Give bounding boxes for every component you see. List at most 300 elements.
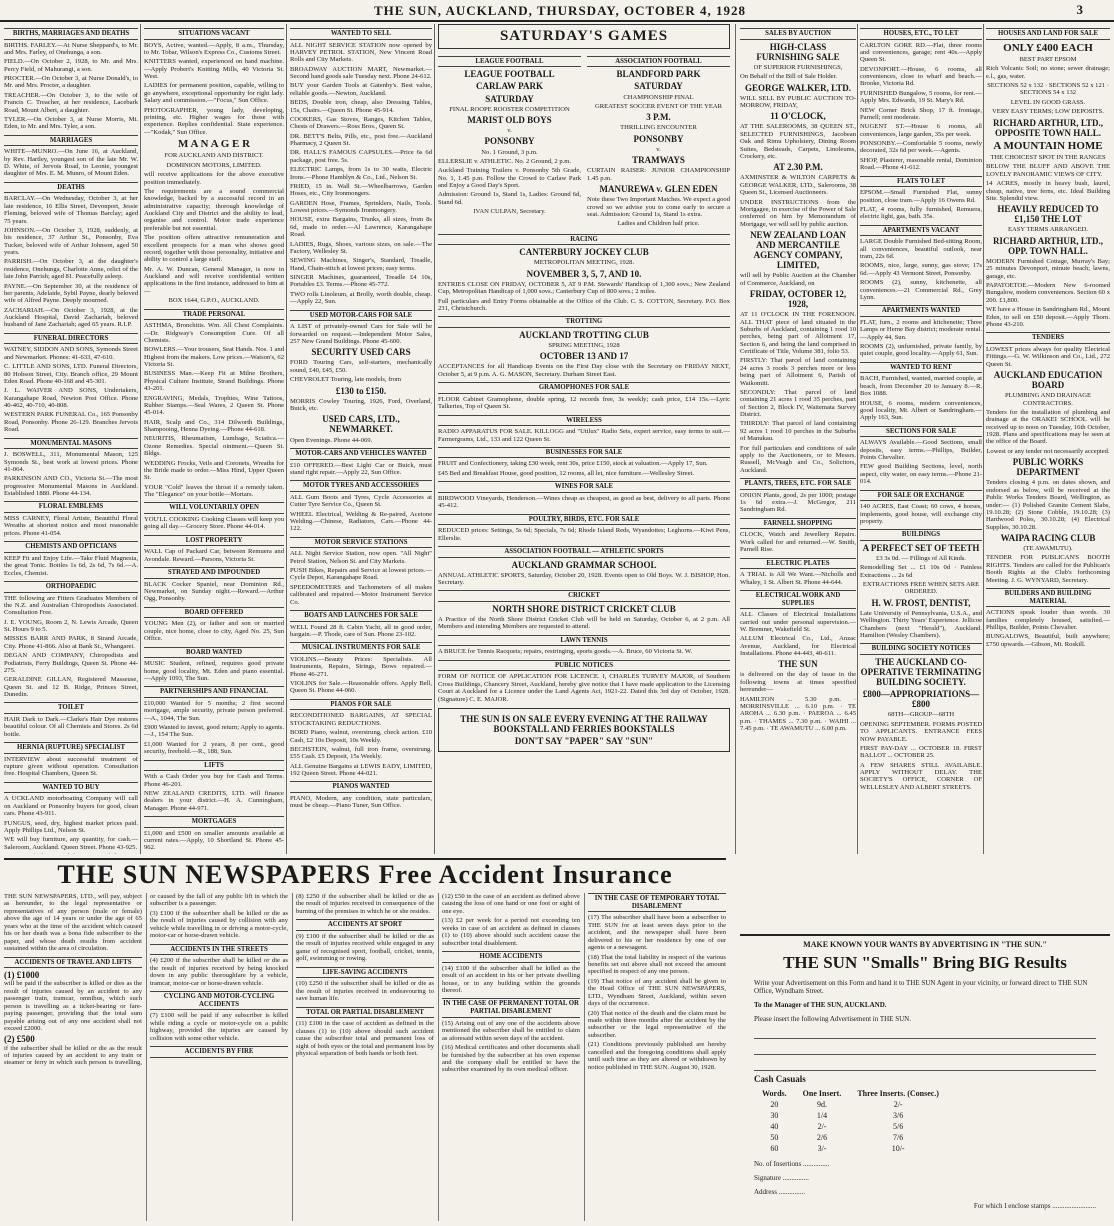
classified-ad: A FEW SHARES STILL AVAILABLE. APPLY WITHOUT DELAY. THE SOCIETY'S OFFICE, CORNER OF WELLESLEY AND ALBERT STREETS.	[860, 761, 982, 791]
classified-ad: WEDDING Frocks, Veils and Coronets, Wreaths for the Bride made to order.—Miss Hind, Upper Queen St.	[144, 459, 284, 482]
column-7	[986, 24, 1110, 898]
classified-ad: ZACHARIAH.—On October 3, 1928, at the Auckland Hospital, David Zachariah, beloved husband of Jane Zachariah; aged 65 years. R.I.P.	[4, 306, 138, 329]
display-line: NEW ZEALAND LOAN AND MERCANTILE AGENCY COMPANY, LIMITED,	[750, 230, 846, 271]
remittance-field[interactable]: For which I enclose stamps .........................	[973, 1202, 1096, 1210]
classified-ad: (17) The subscriber shall have been a subscriber to THE SUN for at least seven days prior to the accident, and the newspaper shall have been delivered to his or her residence by one of our agents or a newsagent.	[588, 914, 726, 952]
display-line: USED CARS, LTD., NEWMARKET.	[322, 414, 400, 435]
insurance-terms	[4, 893, 726, 1221]
classified-ad: JOHNSON.—On October 3, 1928, suddenly, at his residence, 37 Arthur St., Ponsonby, Eva Tucker, beloved wife of Arthur Johnson, aged 50 years.	[4, 226, 138, 257]
section-heading: IN THE CASE OF TEMPORARY TOTAL DISABLEMENT	[588, 893, 726, 912]
display-line: AUCKLAND TROTTING CLUB	[519, 329, 649, 340]
section-heading: PLANTS, TREES, ETC. FOR SALE	[740, 478, 856, 490]
classified-ad: HAIR Dark to Dark.—Clarke's Hair Dye restores beautiful colour. Of all Chemists and Stores. 2s 6d bottle.	[4, 715, 138, 738]
centered-line: £3 3s 0d. — Fillings of All Kinds.	[876, 554, 966, 562]
rate-table-cell: 5/6	[893, 1122, 904, 1131]
section-heading: APARTMENTS WANTED	[860, 305, 982, 317]
classified-ad: YOU'LL COOKING Cooking Classes will keep you going all day.—Grocery Store. Phone 44-014.	[144, 516, 284, 531]
classified-ad: RADIO APPARATUS FOR SALE. KILLOGG and "Utilux" Radio Sets, expert service, easy terms to suit.—Farmergrams, Ltd., 133 and 122 Queen St.	[438, 428, 730, 443]
section-heading: BUILDING SOCIETY NOTICES	[860, 643, 982, 655]
section-heading: ACCIDENTS OF TRAVEL AND LIFTS	[4, 957, 142, 969]
section-heading: WANTED TO BUY	[4, 782, 138, 794]
classified-ad: FLAT, 4 rooms, fully furnished, Remuera, electric light, gas, bath. 35s.	[860, 205, 982, 221]
rate-table-header-cell: Three Inserts. (Consec.)	[857, 1089, 939, 1098]
classified-ad: J. E. YOUNG, Room 2, N. Lewis Arcade, Queen St. Hours 9 to 5.	[4, 618, 138, 633]
rate-table-cell: 1/4	[816, 1111, 828, 1120]
classified-ad: MUSIC Student, refined, requires good private home, good locality, Mt. Eden and piano essential.—Apply 1093, The Sun.	[144, 660, 284, 682]
section-heading: TRADE PERSONAL	[144, 309, 284, 321]
classified-ad: CHEVROLET Touring, late models, from	[290, 376, 402, 384]
rate-table-body	[754, 1099, 947, 1154]
classified-ad: With a Cash Order you buy for Cash and Terms. Phone 46-201.	[144, 773, 284, 788]
column-5	[740, 24, 856, 898]
section-heading: ELECTRICAL WORK AND SUPPLIES	[740, 590, 856, 609]
section-heading: CRICKET	[438, 590, 730, 602]
centered-line: GREATEST SOCCER EVENT OF THE YEAR	[594, 102, 723, 110]
display-line: MARIST OLD BOYS	[467, 115, 552, 126]
display-line: SATURDAY	[634, 81, 683, 92]
section-heading: HERNIA (RUPTURE) SPECIALIST	[4, 742, 138, 754]
classified-ad: BEDS, Double iron, cheap, also Dressing Tables, 15s, Chairs.—Queen St. Phone 45-914.	[290, 99, 432, 114]
classified-ad: £45 Bed and Breakfast House, good position, 12 rooms, all let, nice furniture.—Wellesley Street.	[438, 469, 695, 477]
centered-line: THRILLING ENCOUNTER	[620, 124, 697, 132]
centered-line: FINAL ROOPE ROOSTER COMPETITION	[449, 105, 570, 113]
classified-ad: HOUSE, extra Bargains, Trunks, all sizes, from 8s 6d, made to order.—Al Lawrence, Karangahape Road.	[290, 216, 432, 239]
display-line: CARLAW PARK	[476, 81, 543, 92]
classified-ad: The requirements are a sound commercial knowledge, backed by a successful record in an administrative capacity; thorough knowledge of Auckland City and District and the ability to lead, organise and control. Motor trade experience preferable but not essential.	[144, 187, 284, 232]
rate-table-cell: 9d.	[817, 1100, 827, 1109]
classified-ad: Tenders for the installation of plumbing and drainage at the ORAKEI SCHOOL will be received up to noon on Tuesday, 16th October, 1928. Plans and specifications may be seen at the office of the Board.	[986, 408, 1110, 446]
section-heading: DEATHS	[4, 182, 138, 194]
classified-ad: FRIED, 15 in. Wall St.—Wheelbarrows, Garden Hoses, etc., City Ironmongers.	[290, 182, 432, 198]
classified-ad: BACH, Furnished, wanted, married couple, at beach, from December 20 to January 8.—R. Box 1088.	[860, 375, 982, 398]
rate-table-row	[754, 1132, 947, 1143]
display-line: PONSONBY	[484, 136, 535, 147]
classified-ad: PONSONBY.—Comfortable 5 rooms, newly decorated, 32s 6d per week.—Agents.	[860, 140, 982, 155]
rate-table-cell: 7/6	[893, 1133, 904, 1142]
section-heading: MOTOR SERVICE STATIONS	[290, 537, 432, 549]
classified-ad: (21) Conditions previously published are hereby cancelled and the foregoing conditions shall apply until such time as they are altered or withdrawn by notice published in THE SUN. August 30, 1928.	[588, 1041, 726, 1071]
classified-ad: PAYNE.—On September 30, at the residence of her parents, Adelaide, Sybil Payne, dearly beloved wife of Alfred Payne. Deeply mourned.	[4, 282, 138, 305]
classified-ad: AT THE SALEROOMS, 38 QUEEN ST., SELECTED FURNISHINGS, Jacobean Oak and Rimu Upholstery, Dining Room Suites, Bedsteads, Carpets, Linoleums, Crockery, etc.	[740, 123, 856, 160]
classified-ad: FIRSTLY: That parcel of land containing 24 acres 3 roods 3 perches more or less being part of Allotment 6, Parish of Waikomiti.	[740, 357, 856, 387]
classified-ad: ROOMS (2), unfurnished, private family, by quiet couple, good locality.—Apply 61, Sun.	[860, 343, 982, 358]
classified-ad: PHOTOGRAPHER, young lady, developing, printing, etc. Higher wages for those with experience. Replies confidential. State experience.—"Kodak," Sun Office.	[144, 106, 284, 136]
classified-ad: DEVONPORT.—House, 6 rooms, all conveniences, close to wharf and beach.—Brooke, Victoria Rd.	[860, 65, 982, 88]
section-heading: WINES FOR SALE	[438, 481, 730, 493]
section-heading: MOTOR TYRES AND ACCESSORIES	[290, 480, 432, 492]
column-4-lower	[438, 230, 730, 705]
classified-ad: DR. BETT'S Belts, Pills, etc., post free.—Auckland Pharmacy, 2 Queen St.	[290, 132, 432, 148]
classified-ad: £900 Wanted to invest, good return; Apply to agents.—J., 154 The Sun.	[144, 724, 284, 739]
classified-ad: LADIES for permanent position, capable, willing to go anywhere, exceptional opportunity for right lady. Salary and commission.—"Focus," Sun Office.	[144, 82, 284, 105]
display-line: 11 O'CLOCK,	[770, 111, 826, 122]
classified-ad: (13) £2 per week for a period not exceeding ten weeks in case of an accident as defined in clauses (1) to (10) above should such accident cause the subscriber total disablement.	[442, 917, 580, 947]
page-number: 3	[1076, 2, 1084, 17]
section-heading: MONUMENTAL MASONS	[4, 438, 138, 450]
classified-ad: BLACK Cocker Spaniel, near Dominion Rd., Newmarket, on Sunday night.—Reward.—Arthur Ogg, Ponsonby.	[144, 580, 284, 603]
saturdays-games-title: SATURDAY'S GAMES	[438, 24, 730, 49]
classified-ad: BECHSTEIN, walnut, full iron frame, overstrung. £55 Cash. £5 Deposit, 15s Weekly.	[290, 745, 432, 761]
classified-ad: UNDER INSTRUCTIONS from the Mortgagee, in exercise of the Power of Sale conferred on him by Memorandum of Mortgage, we will sell by public auction.	[740, 198, 856, 228]
section-heading: SITUATIONS VACANT	[144, 28, 284, 40]
benefit-amount: (1) £1000	[4, 970, 40, 981]
classified-ad: AT 11 O'CLOCK IN THE FORENOON. ALL THAT piece of land situated in the Suburbs of Auckland, containing 1 rood 10 perches, being part of Allotment 17, Section 6, and being the land comprised in Certificate of Title, Volume 381, folio 53.	[740, 311, 856, 356]
saturdays-games-body	[438, 52, 730, 230]
display-line: FRIDAY, OCTOBER 12, 1928,	[749, 289, 847, 310]
sun-on-sale-text: THE SUN IS ON SALE EVERY EVENING AT THE RAILWAY BOOKSTALL AND FERRIES BOOKSTALLS	[460, 713, 708, 734]
section-heading: MORTGAGES	[144, 816, 284, 828]
centered-line: v.	[507, 127, 512, 135]
league-football-heading: LEAGUE FOOTBALL	[438, 56, 581, 68]
classified-ad: Remodelling Set ... £1 10s 0d · Painless Extractions ... 2s 6d	[860, 564, 982, 579]
classified-ad: YOUNG Men (2), or father and son or married couple, nice home, close to city, Aged No. 25, Sun Office.	[144, 620, 284, 643]
classified-ad: MORRIS Cowley Touring, 1926, Ford, Overland, Buick, etc.	[290, 397, 432, 412]
classified-ad: PARRISH.—On October 3, at the daughter's residence, Onehunga, Charlotte Anne, relict of the late John Parrish; aged 81. Peacefully asleep.	[4, 258, 138, 281]
classified-ad: £10,000 Wanted for 5 months; 2 first second mortgage, ample security, private person preferred.—A., 1044, The Sun.	[144, 699, 284, 722]
display-line: OCTOBER 13 AND 17	[539, 351, 629, 362]
section-heading: ELECTRIC PLATES	[740, 558, 856, 570]
classified-ad: HOUSE, 6 rooms, modern conveniences, good locality, Mt. Albert or Sandringham.—Apply 163, Sun.	[860, 399, 982, 422]
rate-table-cell: 20	[770, 1100, 779, 1109]
column-2	[144, 24, 284, 854]
classified-ad: HAIR, Scalp and Co., 314 Dilworth Buildings, Shampooing, Henna Dyeing.—Phone 44-618.	[144, 418, 284, 434]
classified-ad: NEW ZEALAND CREDITS, LTD. will finance dealers in your district.—H. A. Cunningham, Manager. Phone 44-971.	[144, 789, 284, 812]
section-heading: WANTED TO RENT	[860, 362, 982, 374]
classified-ad: SINGER Machines, guaranteed, Treadle £4 10s, Portables £3. Terms.—Phone 45-772.	[290, 274, 432, 289]
display-line: AT 2.30 P.M.	[773, 162, 823, 173]
classified-ad: WILL SELL BY PUBLIC AUCTION TO-MORROW, FRIDAY,	[740, 94, 856, 109]
centered-line: THE CHOICEST SPOT IN THE RANGES	[990, 154, 1106, 162]
classified-ad: (14) £100 if the subscriber shall be killed as the result of an accident in his or her private dwelling house, or in any building within the grounds thereof.	[442, 964, 580, 995]
section-heading: PARTNERSHIPS AND FINANCIAL	[144, 686, 284, 698]
classified-ad: £1,000 and £500 on smaller amounts available at current rates.—Apply, 10 Shortland St. Phone 45-962.	[144, 829, 284, 852]
rate-table-header-cell: One Insert.	[802, 1089, 842, 1098]
classified-ad: SPEEDOMETERS and Tachometers of all makes calibrated and repaired.—Motor Instrument Service Co.	[290, 583, 432, 606]
section-heading: FLORAL EMBLEMS	[4, 501, 138, 513]
classified-ad: CURTAIN RAISER: JUNIOR CHAMPIONSHIP 1.45 p.m.	[587, 167, 730, 182]
centered-line: Ladies and Children half price.	[617, 220, 700, 228]
classified-ad: REDUCED prices: Settings, 5s 6d; Specials, 7s 6d; Rhode Island Reds, Wyandottes; Leghorns.—Kiwi Pens, Ellerslie.	[438, 527, 730, 542]
league-football-block	[438, 52, 581, 230]
display-line: GEORGE WALKER, LTD.	[744, 82, 852, 93]
section-heading: LOST PROPERTY	[144, 535, 284, 547]
cash-casuals-title: Cash Casuals	[754, 1074, 806, 1084]
rate-table-row	[754, 1110, 947, 1121]
classified-ad: (18) That the total liability in respect of the various benefits set out above shall not exceed the amount specified in respect of any one person.	[588, 953, 726, 976]
classified-ad: Mr. A. W. Duncan, General Manager, is now in Auckland and will receive confidential written applications in the first instance, addressed to him at—	[144, 265, 284, 295]
display-line: THE SUN	[778, 659, 818, 670]
classified-ad: INTERVIEW about successful treatment of rupture given without operation. Consultation free. Hospital Chambers, Queen St.	[4, 755, 138, 778]
classified-ad: MODERN Furnished Cottage, Murray's Bay; 25 minutes Devonport, minute beach; lawns, garage, etc.	[986, 257, 1110, 280]
classified-ad: BELOW THE BLUFF AND ABOVE THE LOVELY PANORAMIC VIEWS OF CITY.	[986, 163, 1110, 178]
classified-ad: WHITE—MUNRO.—On June 16, at Auckland, by Rev. Hartley, youngest son of the late Mr. W. D. White, of Jervois Road, to Leonie, youngest daughter of Mrs. E. M. Munro, of Mount Eden.	[4, 148, 138, 178]
classified-ad: BIRTHS. FARLEY.—At Nurse Sheppard's, to Mr. and Mrs. Farley, of Onehunga, a son.	[4, 41, 138, 56]
masthead	[0, 0, 1114, 22]
classified-ad: SECONDLY: That parcel of land containing 21 acres 1 rood 35 perches, part of Section 2, Block IV, Waitemata Survey District.	[740, 388, 856, 419]
classified-ad: J. BOSWELL, 311, Monumental Mason, 125 Symonds St., best work at lowest prices. Phone 41-064.	[4, 451, 138, 473]
section-heading: ASSOCIATION FOOTBALL — ATHLETIC SPORTS	[438, 546, 730, 558]
section-heading: ACCIDENTS IN THE STREETS	[150, 944, 288, 956]
centered-line: IVAN CULPAN, Secretary.	[473, 208, 546, 216]
rate-table-header	[754, 1088, 947, 1099]
classified-ad: COOKERS, Gas Stoves, Ranges, Kitchen Tables, Chests of Drawers.—Ross Bros., Queen St.	[290, 115, 432, 131]
classified-ad: FIRST PAY-DAY ... OCTOBER 18. FIRST BALLOT ... OCTOBER 25.	[860, 744, 982, 760]
section-heading: WANTED TO SELL	[290, 28, 432, 40]
classified-ad: ONION Plants, good, 2s per 1000; postage 1s 6d extra.—J. McGregor, 211 Sandringham Rd.	[740, 491, 856, 514]
section-heading: SECTIONS FOR SALE	[860, 426, 982, 438]
display-line: WAIPA RACING CLUB	[1000, 533, 1096, 543]
classified-ad: ACCEPTANCES for all Handicap Events on the First Day close with the Secretary on FRIDAY NEXT, October 5, at 9 p.m. A. G. MASON, Secretary. Durham Street East.	[438, 363, 730, 378]
benefit-amount: (2) £500	[4, 1034, 35, 1045]
classified-ad: A UCKLAND motorboating Company will call on Auckland or Ponsonby buyers for good, clean cars. Phone 43-911.	[4, 795, 138, 818]
classified-ad: WATNEY, SIDDON AND SONS, Symonds Street and Newmarket. Phones: 41-633, 47-610.	[4, 346, 138, 361]
display-line: £800—APPROPRIATIONS—£800	[862, 689, 980, 710]
display-line: RICHARD ARTHUR, LTD., OPP. TOWN HALL.	[992, 235, 1104, 256]
advert-line[interactable]	[754, 1058, 1096, 1071]
classified-ad: LOWEST prices always for quality Electrical Fittings.—G. W. Wilkinson and Co., Ltd., 272 Queen St.	[986, 345, 1110, 368]
classified-ad: BOYS, Active, wanted.—Apply, 8 a.m., Thursday, to Mr. Tobar, Wilson's Express Co., Customs Street.	[144, 41, 284, 56]
smalls-insert-text: Please insert the following Advertisement in THE SUN.	[754, 1015, 911, 1023]
classified-ad: A LIST of privately-owned Cars for Sale will be forwarded on request.—Independent Motor Sales, 257 New Grand Buildings. Phone 45-600.	[290, 323, 432, 345]
classified-ad: ANNUAL ATHLETIC SPORTS, Saturday, October 20, 1928. Events open to Old Boys. W. J. BISHOP, Hon. Secretary.	[438, 571, 730, 587]
classified-ad: OPENING SEPTEMBER. FORMS POSTED TO APPLICANTS. ENTRANCE FEES NOW PAYABLE.	[860, 720, 982, 743]
display-line: 3 P.M.	[646, 112, 671, 123]
rate-table-cell: 50	[770, 1133, 779, 1142]
classified-ad: ALL NIGHT SERVICE STATION now opened by HARVEY PETROL STATION, New Vincent Road Rolls and City Markets.	[290, 41, 432, 64]
classified-ad: FORM OF NOTICE OF APPLICATION FOR LICENCE. I, CHARLES TURVEY MAJOR, of Southern Cross Buildings, Chancery Street, Auckland, hereby give notice that I have made application to the Licensing Court at Auckland for a Licence under the Land Agents Act, 1921-22. Dated this 3rd day of October, 1928. (Signature) C. E. MAJOR.	[438, 673, 730, 703]
classified-ad: NUGENT ST.—House 6 rooms, all conveniences, large garden, 35s per week.	[860, 123, 982, 138]
display-line: HEAVILY REDUCED TO £1,150 THE LOT	[997, 204, 1099, 225]
rate-table-cell: 30	[770, 1111, 779, 1120]
section-heading: BUSINESSES FOR SALE	[438, 447, 730, 459]
classified-ad: EPSOM.—Small Furnished Flat, sunny position, close tram.—Apply 16 Owens Rd.	[860, 189, 982, 204]
display-line: LEAGUE FOOTBALL	[464, 69, 555, 80]
column-3	[290, 24, 432, 854]
classified-ad: will be paid if the subscriber is killed or dies as the result of injuries caused by an accident to any passenger train, tramcar, omnibus, which such person is travelling as a ticket-bearing or fare-paying passenger, providing that the total sum payable arising out of any one accident shall not exceed £2000.	[4, 980, 142, 1032]
sun-on-sale-notice	[438, 708, 730, 752]
classified-ad: CLOCK, Watch and Jewellery Repairs. Work called for and returned.—W. Smith, Parnell Rise.	[740, 531, 856, 554]
centered-line: LEVEL IN GOOD GRASS.	[1010, 98, 1086, 106]
association-football-block	[587, 52, 730, 230]
classified-ad: Note these Two Important Matches. We expect a good crowd so we advise you to come early to secure a seat. Admission: Ground 1s, Stand 1s extra.	[587, 196, 730, 218]
classified-ad: TREACHER.—On October 3, to the wife of Francis C. Treacher, at her residence, Lacebark Road, Mount Albert, a daughter.	[4, 91, 138, 114]
classified-ad: On Behalf of the Bill of Sale Holder.	[740, 73, 838, 81]
section-heading: GRAMOPHONES FOR SALE	[438, 382, 730, 394]
section-heading: APARTMENTS VACANT	[860, 225, 982, 237]
address-field[interactable]: Address ...............	[754, 1188, 805, 1196]
section-heading: FUNERAL DIRECTORS	[4, 333, 138, 345]
display-line: THE AUCKLAND CO-OPERATIVE TERMINATING BUILDING SOCIETY.	[860, 657, 982, 688]
smalls-headline: THE SUN "Smalls" Bring BIG Results	[783, 953, 1067, 972]
classified-ad: TWO rolls Linoleum, at Brolly, worth double, cheap.—Apply 22, Sun.	[290, 290, 432, 306]
section-heading: FARNELL SHOPPING	[740, 518, 856, 530]
section-heading: HOUSES AND LAND FOR SALE	[986, 28, 1110, 40]
classified-ad: RECONDITIONED BARGAINS, AT SPECIAL STOCKTAKING REDUCTIONS.	[290, 712, 432, 727]
classified-ad: J. L. WAIVER AND SONS, Undertakers, Karangahape Road, Newton Post Office. Phone 40-462, 40-710, 40-808.	[4, 387, 138, 410]
advert-line[interactable]	[754, 1026, 1096, 1039]
classified-ad: ALL Gum Boots and Tyres, Cycle Accessories at Cutter Tyre Service Co., Queen St.	[290, 493, 432, 509]
classified-ad: THIRDLY: That parcel of land containing 92 acres 1 rood 10 perches in the Suburbs of Manukau.	[740, 420, 856, 443]
classified-ad: ELLERSLIE v. ATHLETIC. No. 2 Ground, 2 p.m.	[438, 157, 572, 165]
saturdays-games-column	[438, 24, 730, 898]
display-line: NOVEMBER 3, 5, 7, AND 10.	[526, 268, 642, 279]
classified-ad: A Practice of the North Shore District Cricket Club will be held on Saturday, October 6, at 2 p.m. All Members and intending Members are requested to attend.	[438, 616, 730, 631]
classified-ad: YOUR "Cold" leaves the throat if a remedy taken. The "Elegance" on your bottle—Mortars.	[144, 483, 284, 499]
classified-ad: FRUIT and Confectionery, taking £30 week, rent 30s, price £150, stock at valuation.—Apply 17, Sun.	[438, 460, 708, 468]
classified-ad: £10 OFFERED.—Best Light Car or Buick, must stand right repair.—Apply 22, Sun Office.	[290, 461, 432, 476]
classified-ad: ROOMS, nice, large, sunny, gas stove; 17s 6d.—Apply 43 Vermont Street, Ponsonby.	[860, 262, 982, 277]
column-rule	[434, 24, 435, 854]
classified-ad: ALL Night Service Station, now open. "All Night" Petrol Station, Nelson St. and City Markets.	[290, 550, 432, 565]
classified-ad: A BRUCE for Tennis Racquets; repairs, restringing, sports goods.—A. Bruce, 60 Victoria St. W.	[438, 648, 693, 656]
centered-line: EASY TERMS ARRANGED.	[1007, 226, 1089, 234]
classified-ad: VIOLINS.—Beauty Prices: Specialists. All Instruments, Repairs, Strings, Bows repaired.—Phone 46-271.	[290, 655, 432, 678]
section-heading: ACCIDENTS AT SPORT	[296, 919, 434, 931]
section-heading: LIFE-SAVING ACCIDENTS	[296, 967, 434, 979]
smalls-order-form	[740, 934, 1110, 1223]
classified-ad: ALL Genuine Bargains at LEWIS EADY, LIMITED, 192 Queen Street. Phone 44-021.	[290, 762, 432, 778]
classified-ad: KNITTERS wanted, experienced on hand machine.—Apply Probert's Knitting Mills, 40 Victoria St. West.	[144, 58, 284, 81]
association-football-heading: ASSOCIATION FOOTBALL	[587, 56, 730, 68]
smalls-to-manager: To the Manager of THE SUN, AUCKLAND.	[754, 1001, 887, 1009]
centered-line: VERY EASY TERMS; LOW DEPOSITS.	[992, 108, 1104, 116]
classified-ad: WALL Cap of Packard Car, between Remuera and Avondale. Reward.—Parsons, Victoria St.	[144, 548, 284, 563]
classified-ad: PROCTER.—On October 3, at Nurse Donald's, to Mr. and Mrs. Procter, a daughter.	[4, 75, 138, 90]
classified-ad: FEW good Building Sections, level, north aspect, city water, on easy terms.—Phone 21-014.	[860, 463, 982, 486]
section-heading: USED MOTOR-CARS FOR SALE	[290, 310, 432, 322]
display-line: TRAMWAYS	[632, 155, 685, 166]
classified-ad: WE will buy furniture, any quantity, for cash.—Saleroom, Auckland. Queen Street. Phone 43-925.	[4, 836, 138, 851]
classified-ad: GERALDINE GILLAN, Registered Masseuse, Queen St. and 12 B. Ridge, Princes Street, Dunedin.	[4, 676, 138, 698]
classified-ad: C. LITTLE AND SONS, LTD. Funeral Directors, 80 Hobson Street, City. Branch office, 29 Mount Eden Road. Phone 40-168 and 45-301.	[4, 363, 138, 385]
classified-ad: Full particulars and Entry Forms obtainable at the Office of the Club. C. S. COTTON, Secretary. P.O. Box 231, Christchurch.	[438, 297, 730, 312]
classified-ad: is delivered on the day of issue in the following towns at times specified hereunder—	[740, 671, 856, 694]
classified-ad: (8) £250 if the subscriber shall be killed or die as the result of injuries received in consequence of the burning of the premises in which he or she resides.	[296, 893, 434, 915]
classified-ad: ENGRAVING, Medals, Trophies, Wine Tattoos, Rubber Stamps.—Seal Wares, 2 Queen St. Phone 45-014.	[144, 394, 284, 417]
section-heading: LAWN TENNIS	[438, 635, 730, 647]
classified-ad	[4, 853, 138, 854]
rate-table-cell: 2/-	[893, 1100, 903, 1109]
display-headline: ONLY £400 EACH	[1003, 41, 1093, 54]
classified-ad: FLOOR Cabinet Gramophone, double spring, 12 records free, 3s weekly; cash price, £14 15s.—Lyric Talkeries, Top of Queen St.	[438, 395, 730, 411]
section-heading: SALES BY AUCTION	[740, 28, 856, 40]
classified-ad: PAPATOETOE.—Modern New 6-roomed Bungalow, modern conveniences. Section 60 x 200. £1,800.	[986, 282, 1110, 304]
classified-ad: KEEP Fit and Enjoy Life.—Take Fluid Magnesia, the great Tonic. Bottles 1s 6d, 2s 6d, 7s 6d.—A. Eccles, Chemist.	[4, 554, 138, 577]
classified-ad: GARDEN Hose, Frames, Sprinklers, Nails, Tools. Lowest prices.—Symonds Ironmongery.	[290, 199, 432, 215]
section-heading: IN THE CASE OF PERMANENT TOTAL OR PARTIAL DISABLEMENT	[442, 998, 580, 1017]
classified-ad: A TRIAL is All We Want.—Nicholls and Whaley, 1 St. Albert St. Phone 44-644.	[740, 571, 856, 586]
classified-ad: ACTIONS speak louder than words. 30 families completely housed, satisfied.—Phillips, Builder, Points Chevalier.	[986, 609, 1110, 631]
classified-ad: AXMINSTER & WILTON CARPETS & GEORGE WALKER, LTD., Salerooms, 38 Queen St., Licensed Auctioneers.	[740, 174, 856, 197]
advert-line[interactable]	[754, 1042, 1096, 1055]
classified-ad: 14 ACRES, mostly in heavy bush, laurel, cheap, native, tree ferns, etc. Ideal Building Site. Splendid view.	[986, 180, 1110, 202]
column-rule	[983, 24, 984, 854]
display-line: MANUREWA v. GLEN EDEN	[599, 184, 718, 195]
dont-say-paper-text: DON'T SAY "PAPER" SAY "SUN"	[514, 736, 654, 747]
classified-ad: MISS CARNEY, Floral Artiste, Beautiful Floral Wreaths at shortest notice and most reasonable prices. Phone 41-054.	[4, 515, 138, 537]
classified-ad: TENDER FOR PUBLICAN'S BOOTH RIGHTS. Tenders are called for the Publican's Booth Rights at the Club's forthcoming Meeting. J. G. WYNYARD, Secretary.	[986, 554, 1110, 584]
rate-table-cell: 10/-	[891, 1144, 905, 1153]
classified-ad: PARKINSON AND CO., Victoria St.—The most progressive Monumental Masons in Auckland. Established 1880. Phone 44-134.	[4, 475, 138, 498]
smalls-subhead: Write your Advertisement on this Form and hand it to THE SUN Agent in your vicinity, or forward direct to THE SUN Office, Wyndham Street.	[754, 979, 1088, 995]
signature-field[interactable]: Signature ...............	[754, 1174, 809, 1182]
section-heading: PUBLIC NOTICES	[438, 660, 730, 672]
rate-table-cell: 3/-	[817, 1144, 827, 1153]
classified-ad: ROOMS (2), sunny, kitchenette, all conveniences.—21 Commercial Rd., Grey Lynn.	[860, 279, 982, 301]
classified-ad: (20) That notice of the death and the claim must be made within three months after the accident by the subscriber or the legal representative of the subscriber.	[588, 1009, 726, 1039]
no-of-insertions-field[interactable]: No. of Insertions ...............	[754, 1160, 830, 1168]
display-line: AUCKLAND EDUCATION BOARD	[993, 370, 1103, 391]
classified-ad: ALLUM Electrical Co., Ltd., Anzac Avenue, Auckland, for Electrical Installations. Phone 44-443, 40-611.	[740, 635, 856, 658]
column-6	[860, 24, 982, 898]
centered-line: OF SUPERIOR FURNISHINGS,	[753, 63, 843, 71]
display-headline: M A N A G E R	[177, 138, 251, 151]
classified-ad: Rich Volcanic Soil; no stone; sewer drainage; e.l., gas, water.	[986, 65, 1110, 80]
rate-table-cell: 60	[770, 1144, 779, 1153]
section-heading: HOME ACCIDENTS	[442, 951, 580, 963]
classified-ad: LARGE Double Furnished Bed-sitting Room, all conveniences, beautiful outlook, near tram, 22s 6d.	[860, 238, 982, 261]
classified-ad: NEURITIS, Rheumatism, Lumbago, Sciatica.—Ozone Remedies. Special ointment.—Queen St. Bldgs.	[144, 435, 284, 458]
section-heading: TROTTING	[438, 316, 730, 328]
classified-ad: BOWLERS.—Your trousers, Seat Hands. Nos. 1 and Highest from the makers. Low prices.—Watson's, 62 Victoria St.	[144, 346, 284, 369]
rate-table-cell: 2/-	[817, 1122, 827, 1131]
masthead-title: THE SUN, AUCKLAND, THURSDAY, OCTOBER 4, 1928	[374, 3, 746, 18]
centered-line: No. 1 Ground, 3 p.m.	[481, 148, 538, 156]
classified-ad: (3) £100 if the subscriber shall be killed or die as the result of injuries caused by collision with any vehicle while travelling in or driving a motor-cycle, motor-car or horse-drawn vehicle.	[150, 909, 288, 940]
display-line: BLANDFORD PARK	[616, 69, 701, 80]
section-heading: CHEMISTS AND OPTICIANS	[4, 541, 138, 553]
column-1	[4, 24, 138, 854]
classified-ad: Auckland Training Trailers v. Ponsonby 5th Grade, No. 1, 1.45 p.m. Follow the Crowd to Carlaw Park and Enjoy a Good Day's Sport.	[438, 167, 581, 190]
display-headline: A MOUNTAIN HOME	[993, 139, 1103, 152]
classified-ad: (4) £200 if the subscriber shall be killed or die as the result of injuries received by being knocked down in any public thoroughfare by a vehicle, tramcar, motor-car or horse-drawn vehicle.	[150, 957, 288, 987]
classified-ad: BUSINESS Man.—Keep Fit at Milne Brothers, Physical Culture Institute, Strand Buildings. Phone 43-201.	[144, 370, 284, 393]
display-line: CANTERBURY JOCKEY CLUB	[519, 247, 649, 258]
display-line: H. W. FROST, DENTIST,	[871, 597, 971, 608]
centered-line: 68TH—GROUP—68TH	[887, 711, 955, 719]
section-heading: BUILDINGS	[860, 529, 982, 541]
classified-ad: WHEEL Electrical, Welding & Re-paired, Acetone Welding.—Chinese, Radiators, Cars.—Phone 44-122.	[290, 510, 432, 533]
rate-table-row	[754, 1121, 947, 1132]
section-heading: WILL VOLUNTARILY OPEN	[144, 502, 284, 514]
classified-ad: ELECTRIC Lamps, from 1s to 30 watts, Electric Irons.—Phone Hamblyn & Co., Ltd., Nelson St.	[290, 166, 432, 181]
section-heading: FOR SALE OR EXCHANGE	[860, 490, 982, 502]
classified-ad: BARCLAY.—On Wednesday, October 3, at her late residence, 16 Ellis Street, Devonport, Jessie Fleming, beloved wife of Thomas Barclay; aged 75 years.	[4, 195, 138, 225]
classified-ad: MISSES BARR AND PARK, 8 Strand Arcade, City. Phone 41-866. Also at Bank St., Whangarei.	[4, 635, 138, 650]
section-heading: TENDERS	[986, 332, 1110, 344]
classified-ad: BUNGALOWS, Beautiful, built anywhere; £750 upwards.—Gibson, Mt. Roskill.	[986, 633, 1110, 648]
centered-line: CHAMPIONSHIP FINAL	[623, 93, 694, 101]
classified-ad: BUY your Garden Tools at Gatenby's. Best value, reliable goods.—Newton, Auckland.	[290, 82, 432, 97]
classified-ad: (16) Medical certificates and other documents shall be furnished by the subscriber at his own expense and the company shall be entitled to have the subscriber examined by its own medical officer.	[442, 1044, 580, 1074]
display-line: £130 to £150.	[335, 385, 387, 396]
classified-ad: (11) £100 in the case of accident as defined in the clauses (1) to (10) above should such accident cause the subscriber total and permanent loss of sight of both eyes or the total and permanent loss by physical separation of both hands or both feet.	[296, 1020, 434, 1058]
section-heading: TOILET	[4, 702, 138, 714]
section-heading: TOTAL OR PARTIAL DISABLEMENT	[296, 1007, 434, 1019]
section-heading: CYCLING AND MOTOR-CYCLING ACCIDENTS	[150, 991, 288, 1010]
centered-line: Lowest or any tender not necessarily accepted.	[986, 447, 1110, 455]
rate-table-header-cell: Words.	[762, 1089, 787, 1098]
classified-ad: WESTERN PARK FUNERAL Co., 165 Ponsonby Road, Ponsonby. Phone 26-129. Branches Jervois Road.	[4, 411, 138, 434]
classified-ad: THE following are Fitters Graduates Members of the N.Z. and Australian Chiropodists Associated. Consultation Free.	[4, 594, 138, 617]
classified-ad: FIELD.—On October 2, 1928, to Mr. and Mrs. Percy Field, of Mahurangi, a son.	[4, 58, 138, 73]
section-heading: PIANOS FOR SALE	[290, 699, 432, 711]
centered-line: PLUMBING AND DRAINAGE CONTRACTORS.	[1004, 392, 1092, 407]
smalls-strip: MAKE KNOWN YOUR WANTS BY ADVERTISING IN "THE SUN."	[803, 940, 1047, 949]
column-4-lower-items	[438, 230, 730, 705]
section-heading: BOARD OFFERED	[144, 607, 284, 619]
classified-ad: BIRDWOOD Vineyards, Henderson.—Wines cheap as cheapest, as good as best, delivery to all parts. Phone 45-412.	[438, 494, 730, 510]
